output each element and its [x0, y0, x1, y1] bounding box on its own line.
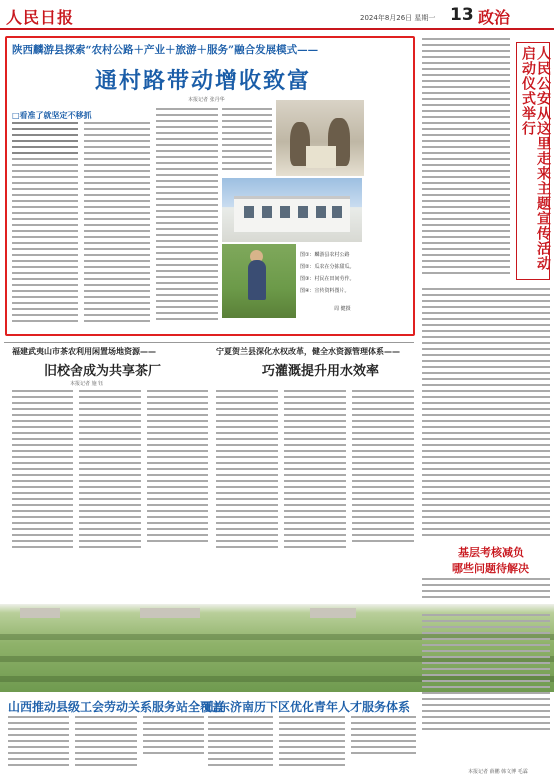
lead-story-column-1: [12, 122, 78, 330]
lead-story-title[interactable]: 通村路带动增收致富: [95, 69, 312, 94]
bottom-byline: 本报记者 薛鹏 韩文博 毛霖: [468, 769, 528, 775]
photo-credit: 周 健摄: [334, 306, 351, 312]
lead-story-kicker: 陕西麟游县探索“农村公路＋产业＋旅游＋服务”融合发展模式——: [12, 44, 319, 56]
photo-caption-2: 图②：瓜农在分拣甜瓜。: [300, 264, 355, 270]
middle-right-body: [216, 390, 414, 600]
bottom-right-body: [208, 716, 416, 774]
newspaper-logo: 人民日报: [6, 8, 75, 27]
side-vertical-title[interactable]: 人民公安从这里走来主题宣传活动启动仪式举行: [520, 46, 551, 271]
middle-left-title[interactable]: 旧校舍成为共享茶厂: [44, 364, 162, 379]
bottom-left-title[interactable]: 山西推动县级工会劳动关系服务站全覆盖: [8, 700, 225, 714]
lead-story-column-4: [222, 108, 272, 174]
masthead: [0, 0, 554, 30]
bottom-left-body: [8, 716, 204, 774]
photo-caption-3: 图③：村民在田间劳作。: [300, 276, 355, 282]
middle-right-title[interactable]: 巧灌溉提升用水效率: [262, 364, 380, 379]
lead-story-column-3: [156, 108, 218, 330]
bottom-right-title[interactable]: 山东济南历下区优化青年人才服务体系: [206, 700, 411, 714]
right-lower-title-1[interactable]: 基层考核减负: [458, 546, 524, 559]
right-column-body: [422, 288, 550, 540]
page-number: 13: [450, 5, 474, 25]
middle-left-kicker: 福建武夷山市茶农利用闲置场地资源——: [12, 347, 156, 356]
middle-left-byline: 本报记者 施 钰: [70, 381, 104, 387]
village-building-photo[interactable]: [222, 178, 362, 242]
right-lower-body: [422, 578, 550, 602]
middle-left-body: [12, 390, 208, 600]
field-worker-photo[interactable]: [222, 244, 296, 318]
middle-right-kicker: 宁夏贺兰县深化水权改革，健全水资源管理体系——: [216, 347, 400, 356]
section-divider: [4, 342, 414, 343]
lead-story-byline: 本报记者 张丹华: [188, 97, 225, 103]
lead-story-column-2: [84, 122, 150, 330]
photo-caption-1: 图①：麟游县农村公路: [300, 252, 350, 258]
right-lower-title-2[interactable]: 哪些问题待解决: [452, 562, 529, 575]
issue-date: 2024年8月26日 星期一: [360, 14, 436, 22]
melon-sorting-photo[interactable]: [276, 100, 364, 176]
photo-caption-4: 图④：宣传资料图片。: [300, 288, 350, 294]
side-article-text: [422, 38, 510, 278]
right-column-continuation: [422, 614, 550, 734]
section-name: 政治: [478, 8, 511, 27]
lead-story-subhead: □看准了就坚定不移抓: [12, 111, 92, 120]
